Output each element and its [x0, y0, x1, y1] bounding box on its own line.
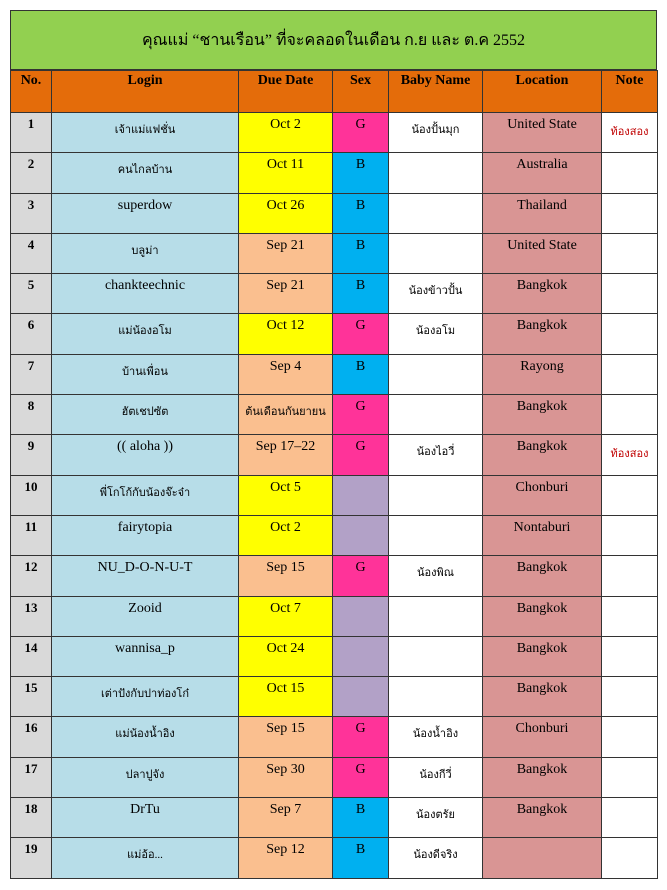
table-row [11, 354, 658, 394]
location-cell: Bangkok [483, 556, 602, 596]
baby-name-cell: น้องพิณ [389, 556, 483, 596]
header-login: Login [52, 71, 239, 113]
location-cell: Thailand [483, 193, 602, 233]
due-date-cell: Sep 7 [239, 798, 333, 838]
sex-cell [333, 636, 389, 676]
location-cell: Australia [483, 153, 602, 193]
table-row [11, 193, 658, 233]
row-number: 14 [11, 636, 52, 676]
note-cell [602, 193, 658, 233]
baby-name-cell [389, 354, 483, 394]
sex-cell: B [333, 193, 389, 233]
due-date-cell: Oct 2 [239, 113, 333, 153]
row-number: 16 [11, 717, 52, 757]
due-date-cell: Oct 2 [239, 515, 333, 555]
header-location: Location [483, 71, 602, 113]
row-number: 19 [11, 838, 52, 878]
row-number: 3 [11, 193, 52, 233]
sex-cell: G [333, 556, 389, 596]
location-cell: Bangkok [483, 395, 602, 435]
sex-cell: B [333, 354, 389, 394]
row-number: 1 [11, 113, 52, 153]
row-number: 13 [11, 596, 52, 636]
baby-name-cell: น้องดีจริง [389, 838, 483, 878]
due-date-cell: Oct 24 [239, 636, 333, 676]
row-number: 4 [11, 233, 52, 273]
location-cell: Bangkok [483, 314, 602, 354]
login-cell: เจ้าแม่แฟชั่น [52, 113, 239, 153]
note-cell [602, 838, 658, 878]
row-number: 7 [11, 354, 52, 394]
login-cell: บ้านเพื่อน [52, 354, 239, 394]
baby-name-cell: น้องไอวี่ [389, 435, 483, 475]
table-row [11, 475, 658, 515]
sex-cell: G [333, 113, 389, 153]
row-number: 5 [11, 274, 52, 314]
table-row [11, 838, 658, 878]
login-cell: wannisa_p [52, 636, 239, 676]
login-cell: NU_D-O-N-U-T [52, 556, 239, 596]
row-number: 15 [11, 677, 52, 717]
baby-name-cell: น้องข้าวปั้น [389, 274, 483, 314]
location-cell: Chonburi [483, 475, 602, 515]
due-date-cell: Sep 12 [239, 838, 333, 878]
login-cell: บลูม่า [52, 233, 239, 273]
table-row [11, 677, 658, 717]
row-number: 8 [11, 395, 52, 435]
baby-name-cell: น้องปั้นมุก [389, 113, 483, 153]
sex-cell: G [333, 757, 389, 797]
login-cell: ปลาปูจัง [52, 757, 239, 797]
due-date-cell: Sep 4 [239, 354, 333, 394]
login-cell: แม่น้องอโม [52, 314, 239, 354]
due-date-cell: Oct 12 [239, 314, 333, 354]
table-row [11, 757, 658, 797]
login-cell: superdow [52, 193, 239, 233]
table-row [11, 153, 658, 193]
table-row [11, 556, 658, 596]
table-row [11, 717, 658, 757]
note-cell [602, 717, 658, 757]
note-cell [602, 515, 658, 555]
location-cell: Bangkok [483, 636, 602, 676]
row-number: 18 [11, 798, 52, 838]
note-cell [602, 556, 658, 596]
due-date-cell: ต้นเดือนกันยายน [239, 395, 333, 435]
due-date-cell: Oct 15 [239, 677, 333, 717]
location-cell: Bangkok [483, 677, 602, 717]
location-cell: Nontaburi [483, 515, 602, 555]
table-row [11, 798, 658, 838]
login-cell: แม่น้องน้ำอิง [52, 717, 239, 757]
note-cell: ท้องสอง [602, 113, 658, 153]
location-cell: Bangkok [483, 435, 602, 475]
row-number: 9 [11, 435, 52, 475]
header-note: Note [602, 71, 658, 113]
baby-name-cell [389, 596, 483, 636]
note-cell: ท้องสอง [602, 435, 658, 475]
sex-cell: B [333, 153, 389, 193]
baby-name-cell: น้องน้ำอิง [389, 717, 483, 757]
note-cell [602, 475, 658, 515]
login-cell: fairytopia [52, 515, 239, 555]
sex-cell [333, 596, 389, 636]
note-cell [602, 757, 658, 797]
baby-name-cell [389, 636, 483, 676]
login-cell: chankteechnic [52, 274, 239, 314]
header-baby-name: Baby Name [389, 71, 483, 113]
location-cell: Bangkok [483, 274, 602, 314]
table-row [11, 233, 658, 273]
row-number: 11 [11, 515, 52, 555]
row-number: 17 [11, 757, 52, 797]
location-cell [483, 838, 602, 878]
sex-cell: B [333, 838, 389, 878]
note-cell [602, 314, 658, 354]
header-no: No. [11, 71, 52, 113]
row-number: 6 [11, 314, 52, 354]
table-body [11, 113, 658, 879]
note-cell [602, 596, 658, 636]
location-cell: Chonburi [483, 717, 602, 757]
baby-name-cell [389, 475, 483, 515]
note-cell [602, 274, 658, 314]
note-cell [602, 636, 658, 676]
row-number: 10 [11, 475, 52, 515]
due-date-cell: Oct 7 [239, 596, 333, 636]
login-cell: ฮัตเชปซัต [52, 395, 239, 435]
baby-name-cell [389, 515, 483, 555]
due-date-cell: Sep 15 [239, 717, 333, 757]
sex-cell [333, 475, 389, 515]
table-row [11, 435, 658, 475]
page-title: คุณแม่ “ชานเรือน” ที่จะคลอดในเดือน ก.ย และ ต.ค 2552 [10, 10, 657, 70]
header-sex: Sex [333, 71, 389, 113]
table-row [11, 113, 658, 153]
location-cell: Bangkok [483, 596, 602, 636]
location-cell: Bangkok [483, 757, 602, 797]
sex-cell: G [333, 314, 389, 354]
sex-cell: B [333, 798, 389, 838]
location-cell: United State [483, 233, 602, 273]
sex-cell: G [333, 717, 389, 757]
login-cell: เต่าปังกับปาท่องโก๋ [52, 677, 239, 717]
table-row [11, 596, 658, 636]
table-row [11, 314, 658, 354]
baby-name-cell: น้องอโม [389, 314, 483, 354]
location-cell: United State [483, 113, 602, 153]
due-date-cell: Sep 30 [239, 757, 333, 797]
table-row [11, 636, 658, 676]
due-date-cell: Sep 15 [239, 556, 333, 596]
due-date-cell: Sep 17–22 [239, 435, 333, 475]
sex-cell: B [333, 233, 389, 273]
note-cell [602, 153, 658, 193]
location-cell: Rayong [483, 354, 602, 394]
table-row [11, 515, 658, 555]
sex-cell [333, 677, 389, 717]
note-cell [602, 395, 658, 435]
table-row [11, 395, 658, 435]
header-due-date: Due Date [239, 71, 333, 113]
note-cell [602, 354, 658, 394]
note-cell [602, 798, 658, 838]
sex-cell: G [333, 395, 389, 435]
row-number: 12 [11, 556, 52, 596]
due-date-cell: Sep 21 [239, 274, 333, 314]
mothers-table [10, 70, 658, 879]
location-cell: Bangkok [483, 798, 602, 838]
sex-cell [333, 515, 389, 555]
login-cell: DrTu [52, 798, 239, 838]
due-date-cell: Oct 26 [239, 193, 333, 233]
note-cell [602, 233, 658, 273]
sex-cell: G [333, 435, 389, 475]
baby-name-cell [389, 153, 483, 193]
baby-name-cell [389, 233, 483, 273]
baby-name-cell: น้องตรัย [389, 798, 483, 838]
baby-name-cell [389, 193, 483, 233]
due-date-cell: Oct 11 [239, 153, 333, 193]
header-row [11, 71, 658, 113]
baby-name-cell [389, 395, 483, 435]
login-cell: พี่โกโก้กับน้องจ๊ะจ๋า [52, 475, 239, 515]
row-number: 2 [11, 153, 52, 193]
login-cell: (( aloha )) [52, 435, 239, 475]
table-row [11, 274, 658, 314]
login-cell: คนไกลบ้าน [52, 153, 239, 193]
login-cell: Zooid [52, 596, 239, 636]
login-cell: แม่อ้อ... [52, 838, 239, 878]
due-date-cell: Oct 5 [239, 475, 333, 515]
baby-name-cell: น้องกีวี่ [389, 757, 483, 797]
note-cell [602, 677, 658, 717]
baby-name-cell [389, 677, 483, 717]
sheet [10, 10, 657, 879]
sex-cell: B [333, 274, 389, 314]
due-date-cell: Sep 21 [239, 233, 333, 273]
